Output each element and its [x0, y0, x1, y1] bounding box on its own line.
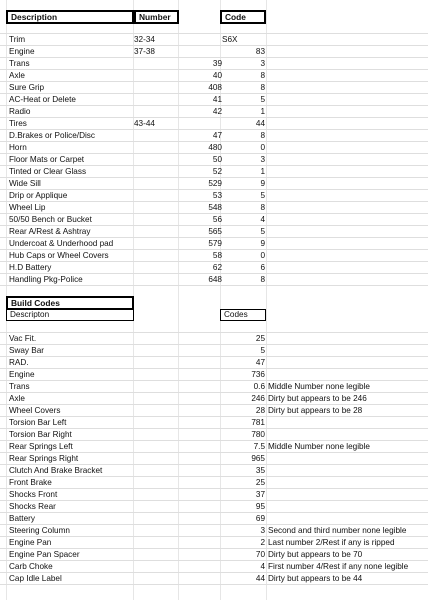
row-description: Rear Springs Right — [9, 454, 79, 463]
row-description: Rear Springs Left — [9, 442, 73, 451]
grid-line — [0, 560, 428, 561]
row-code: 8 — [260, 71, 265, 80]
row-description: Sure Grip — [9, 83, 45, 92]
row-number: 548 — [208, 203, 222, 212]
row-description: Shocks Rear — [9, 502, 56, 511]
grid-line — [0, 201, 428, 202]
row-description: Rear A/Rest & Ashtray — [9, 227, 91, 236]
row-description: Trim — [9, 35, 26, 44]
grid-line — [0, 249, 428, 250]
grid-line — [0, 177, 428, 178]
row-code: 4 — [260, 215, 265, 224]
row-code: 25 — [255, 478, 265, 487]
row-code: 25 — [255, 334, 265, 343]
row-description: Horn — [9, 143, 27, 152]
grid-line — [0, 572, 428, 573]
grid-line — [0, 476, 428, 477]
grid-line — [0, 512, 428, 513]
grid-line — [0, 416, 428, 417]
row-code: 5 — [260, 95, 265, 104]
row-description: Trans — [9, 382, 30, 391]
row-description: Cap Idle Label — [9, 574, 62, 583]
grid-line — [0, 344, 428, 345]
row-note: Last number 2/Rest if any is ripped — [268, 538, 395, 547]
row-description: Front Brake — [9, 478, 52, 487]
row-code: 44 — [255, 119, 265, 128]
grid-line — [0, 440, 428, 441]
row-description: Clutch And Brake Bracket — [9, 466, 103, 475]
header-description: Description — [6, 10, 134, 24]
row-description: Engine — [9, 370, 35, 379]
row-description: Torsion Bar Right — [9, 430, 72, 439]
row-number: 43-44 — [134, 119, 155, 128]
row-description: Wheel Lip — [9, 203, 46, 212]
row-description: Torsion Bar Left — [9, 418, 67, 427]
row-code: 44 — [255, 574, 265, 583]
row-description: Battery — [9, 514, 35, 523]
header-descripton: Descripton — [6, 309, 134, 321]
row-note: First number 4/Rest if any none legible — [268, 562, 409, 571]
row-code: 70 — [255, 550, 265, 559]
grid-line — [0, 141, 428, 142]
row-code: 5 — [260, 346, 265, 355]
grid-line — [0, 332, 428, 333]
grid-line — [0, 464, 428, 465]
row-code: 8 — [260, 83, 265, 92]
row-description: Carb Choke — [9, 562, 53, 571]
row-code: S6X — [222, 35, 238, 44]
grid-line — [0, 261, 428, 262]
row-number: 529 — [208, 179, 222, 188]
row-code: 736 — [251, 370, 265, 379]
row-code: 9 — [260, 239, 265, 248]
row-description: Handling Pkg-Police — [9, 275, 83, 284]
row-number: 480 — [208, 143, 222, 152]
row-code: 37 — [255, 490, 265, 499]
row-code: 35 — [255, 466, 265, 475]
grid-line — [0, 548, 428, 549]
row-description: Engine — [9, 47, 35, 56]
row-code: 781 — [251, 418, 265, 427]
grid-line — [0, 57, 428, 58]
row-description: Radio — [9, 107, 31, 116]
row-note: Middle Number none legible — [268, 382, 370, 391]
row-code: 1 — [260, 167, 265, 176]
row-number: 579 — [208, 239, 222, 248]
grid-line — [0, 117, 428, 118]
row-description: Floor Mats or Carpet — [9, 155, 85, 164]
row-number: 565 — [208, 227, 222, 236]
row-code: 28 — [255, 406, 265, 415]
row-code: 8 — [260, 203, 265, 212]
row-code: 2 — [260, 538, 265, 547]
row-code: 8 — [260, 131, 265, 140]
row-note: Dirty but appears to be 44 — [268, 574, 363, 583]
row-code: 780 — [251, 430, 265, 439]
row-code: 3 — [260, 526, 265, 535]
row-code: 4 — [260, 562, 265, 571]
row-description: Vac Fit. — [9, 334, 37, 343]
grid-line — [0, 225, 428, 226]
row-code: 95 — [255, 502, 265, 511]
row-code: 5 — [260, 191, 265, 200]
grid-line — [0, 165, 428, 166]
row-code: 5 — [260, 227, 265, 236]
row-description: AC-Heat or Delete — [9, 95, 76, 104]
row-code: 9 — [260, 179, 265, 188]
row-note: Middle Number none legible — [268, 442, 370, 451]
row-number: 41 — [212, 95, 222, 104]
grid-line — [0, 380, 428, 381]
row-description: Axle — [9, 394, 25, 403]
grid-line — [0, 129, 428, 130]
grid-line — [0, 392, 428, 393]
grid-line — [0, 273, 428, 274]
row-number: 648 — [208, 275, 222, 284]
row-code: 8 — [260, 275, 265, 284]
row-code: 6 — [260, 263, 265, 272]
row-description: Tires — [9, 119, 27, 128]
grid-line — [0, 285, 428, 286]
grid-line — [0, 428, 428, 429]
row-code: 3 — [260, 155, 265, 164]
row-number: 408 — [208, 83, 222, 92]
grid-line — [0, 524, 428, 525]
grid-line — [0, 93, 428, 94]
row-description: Shocks Front — [9, 490, 58, 499]
grid-line — [0, 213, 428, 214]
grid-line — [0, 356, 428, 357]
grid-line — [0, 153, 428, 154]
row-description: 50/50 Bench or Bucket — [9, 215, 92, 224]
row-description: Undercoat & Underhood pad — [9, 239, 114, 248]
row-description: Drip or Applique — [9, 191, 68, 200]
row-number: 42 — [212, 107, 222, 116]
grid-line — [0, 105, 428, 106]
row-code: 83 — [255, 47, 265, 56]
row-note: Dirty but appears to be 28 — [268, 406, 363, 415]
row-number: 37-38 — [134, 47, 155, 56]
row-code: 1 — [260, 107, 265, 116]
header-build-codes: Build Codes — [6, 296, 134, 310]
row-code: 0.6 — [253, 382, 265, 391]
row-description: Wide Sill — [9, 179, 41, 188]
grid-line — [0, 452, 428, 453]
row-description: Sway Bar — [9, 346, 45, 355]
row-code: 246 — [251, 394, 265, 403]
row-description: H.D Battery — [9, 263, 52, 272]
row-number: 53 — [212, 191, 222, 200]
row-code: 69 — [255, 514, 265, 523]
row-note: Second and third number none legible — [268, 526, 407, 535]
grid-line — [0, 404, 428, 405]
row-number: 39 — [212, 59, 222, 68]
row-description: Engine Pan — [9, 538, 52, 547]
header-codes: Codes — [220, 309, 266, 321]
row-description: Axle — [9, 71, 25, 80]
grid-line — [0, 500, 428, 501]
row-description: Tinted or Clear Glass — [9, 167, 87, 176]
header-code: Code — [220, 10, 266, 24]
grid-line — [0, 189, 428, 190]
row-number: 56 — [212, 215, 222, 224]
row-number: 50 — [212, 155, 222, 164]
row-code: 0 — [260, 143, 265, 152]
grid-line — [0, 536, 428, 537]
row-number: 47 — [212, 131, 222, 140]
row-code: 47 — [255, 358, 265, 367]
row-code: 0 — [260, 251, 265, 260]
grid-line — [0, 81, 428, 82]
row-description: Trans — [9, 59, 30, 68]
row-code: 965 — [251, 454, 265, 463]
grid-line — [0, 69, 428, 70]
row-number: 40 — [212, 71, 222, 80]
row-number: 52 — [212, 167, 222, 176]
row-description: Engine Pan Spacer — [9, 550, 80, 559]
row-description: Steering Column — [9, 526, 70, 535]
row-number: 32-34 — [134, 35, 155, 44]
row-note: Dirty but appears to be 246 — [268, 394, 367, 403]
row-description: RAD. — [9, 358, 29, 367]
grid-line — [0, 33, 428, 34]
header-number: Number — [134, 10, 179, 24]
row-code: 3 — [260, 59, 265, 68]
row-number: 58 — [212, 251, 222, 260]
row-description: Wheel Covers — [9, 406, 61, 415]
grid-line — [0, 237, 428, 238]
row-code: 7.5 — [253, 442, 265, 451]
grid-line — [0, 488, 428, 489]
row-number: 62 — [212, 263, 222, 272]
grid-line — [0, 368, 428, 369]
grid-line — [0, 584, 428, 585]
row-description: D.Brakes or Police/Disc — [9, 131, 95, 140]
row-note: Dirty but appears to be 70 — [268, 550, 363, 559]
grid-line — [0, 45, 428, 46]
row-description: Hub Caps or Wheel Covers — [9, 251, 109, 260]
